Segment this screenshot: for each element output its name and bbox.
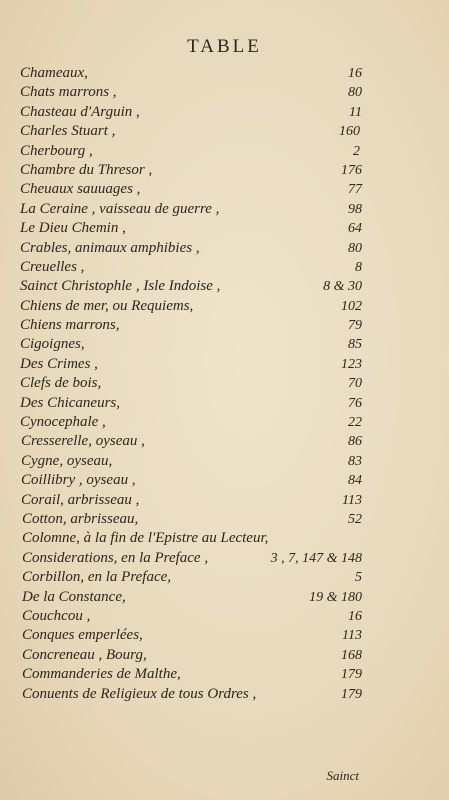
entry-name: Concreneau , Bourg, — [22, 646, 147, 663]
entry-name: Chats marrons , — [20, 84, 117, 101]
entry-page: 80 — [348, 85, 362, 101]
entry-name: Le Dieu Chemin , — [20, 220, 126, 237]
index-entry — [0, 491, 449, 510]
entry-name: Cresserelle, oyseau , — [21, 433, 145, 450]
index-entry — [0, 142, 449, 161]
entry-name: Chiens marrons, — [20, 317, 120, 334]
entry-page: 179 — [341, 667, 362, 683]
entry-page: 76 — [348, 395, 362, 411]
entry-name: Chambre du Thresor , — [20, 161, 153, 178]
index-entry — [0, 394, 449, 413]
entry-page: 70 — [348, 376, 362, 392]
entry-name: Cherbourg , — [20, 142, 93, 159]
entry-page: 113 — [342, 628, 362, 644]
entry-name: Creuelles , — [20, 258, 85, 275]
entry-name: Cygne, oyseau, — [21, 452, 113, 469]
entry-page: 2 — [353, 143, 360, 159]
entry-name: Crables, animaux amphibies , — [20, 239, 200, 256]
index-entry — [0, 452, 449, 471]
entry-name: Chameaux, — [20, 65, 88, 81]
index-entry — [0, 239, 449, 258]
index-entry — [0, 200, 449, 219]
index-entry — [0, 374, 449, 393]
entry-page: 83 — [348, 453, 362, 469]
entry-page: 80 — [348, 240, 362, 256]
index-entry — [0, 355, 449, 374]
entry-page: 52 — [348, 511, 362, 527]
entry-name: Commanderies de Malthe, — [22, 666, 181, 683]
entry-page: 19 & 180 — [309, 589, 362, 605]
entry-page: 8 — [355, 259, 362, 275]
index-entry — [0, 549, 449, 568]
index-entry — [0, 161, 449, 180]
index-entry — [0, 335, 449, 354]
entry-page: 168 — [341, 647, 362, 663]
entry-page: 98 — [348, 201, 362, 217]
entry-name: Cynocephale , — [20, 414, 106, 431]
index-entry — [0, 122, 449, 141]
entry-name: Conques emperlées, — [22, 627, 143, 644]
entry-page: 8 & 30 — [323, 279, 362, 295]
index-entry — [0, 258, 449, 277]
index-entry — [0, 64, 449, 83]
index-entry-list — [0, 64, 449, 704]
entry-page: 85 — [348, 337, 362, 353]
entry-name: Des Chicaneurs, — [20, 394, 120, 411]
index-entry — [0, 685, 449, 704]
entry-page: 16 — [348, 66, 362, 81]
index-entry — [0, 665, 449, 684]
index-entry — [0, 646, 449, 665]
entry-page: 160 — [339, 124, 360, 140]
entry-page: 113 — [342, 492, 362, 508]
entry-page: 79 — [348, 318, 362, 334]
entry-name: Conuents de Religieux de tous Ordres , — [22, 685, 257, 702]
entry-page: 102 — [341, 298, 362, 314]
index-entry — [0, 432, 449, 451]
page-title: TABLE — [187, 36, 262, 57]
index-entry — [0, 297, 449, 316]
index-entry — [0, 568, 449, 587]
entry-page: 64 — [348, 221, 362, 237]
index-entry — [0, 529, 449, 548]
index-entry — [0, 588, 449, 607]
index-entry — [0, 277, 449, 296]
entry-page: 84 — [348, 473, 362, 489]
entry-name: Chasteau d'Arguin , — [20, 103, 140, 120]
index-entry — [0, 607, 449, 626]
entry-name: Cotton, arbrisseau, — [22, 510, 139, 527]
entry-name: Colomne, à la fin de l'Epistre au Lecteur, — [22, 530, 269, 547]
entry-name: Cheuaux sauuages , — [20, 181, 141, 198]
entry-name: Charles Stuart , — [20, 123, 116, 140]
entry-name: Coillibry , oyseau , — [21, 472, 136, 489]
entry-name: Corbillon, en la Preface, — [22, 569, 172, 586]
index-entry — [0, 626, 449, 645]
entry-page: 176 — [341, 162, 362, 178]
index-entry — [0, 103, 449, 122]
entry-name: Considerations, en la Preface , — [22, 549, 209, 566]
entry-page: 11 — [349, 104, 362, 120]
entry-page: 16 — [348, 608, 362, 624]
entry-name: Cigoignes, — [20, 336, 85, 353]
entry-page: 123 — [341, 356, 362, 372]
entry-page: 77 — [348, 182, 362, 198]
entry-page: 5 — [355, 570, 362, 586]
entry-page: 179 — [341, 686, 362, 702]
entry-name: Clefs de bois, — [20, 375, 102, 392]
entry-name: Des Crimes , — [20, 355, 98, 372]
index-entry — [0, 316, 449, 335]
entry-page: 86 — [348, 434, 362, 450]
index-entry — [0, 83, 449, 102]
entry-name: La Ceraine , vaisseau de guerre , — [20, 200, 220, 217]
entry-name: Chiens de mer, ou Requiems, — [20, 297, 194, 314]
entry-name: Couchcou , — [22, 607, 91, 624]
entry-page: 22 — [348, 415, 362, 431]
entry-name: Corail, arbrisseau , — [21, 491, 140, 508]
index-entry — [0, 471, 449, 490]
index-entry — [0, 413, 449, 432]
catchword: Sainct — [326, 768, 359, 783]
entry-name: De la Constance, — [22, 588, 126, 605]
index-entry — [0, 510, 449, 529]
entry-page: 3 , 7, 147 & 148 — [270, 550, 362, 566]
index-entry — [0, 180, 449, 199]
entry-name: Sainct Christophle , Isle Indoise , — [20, 278, 221, 295]
index-entry — [0, 219, 449, 238]
